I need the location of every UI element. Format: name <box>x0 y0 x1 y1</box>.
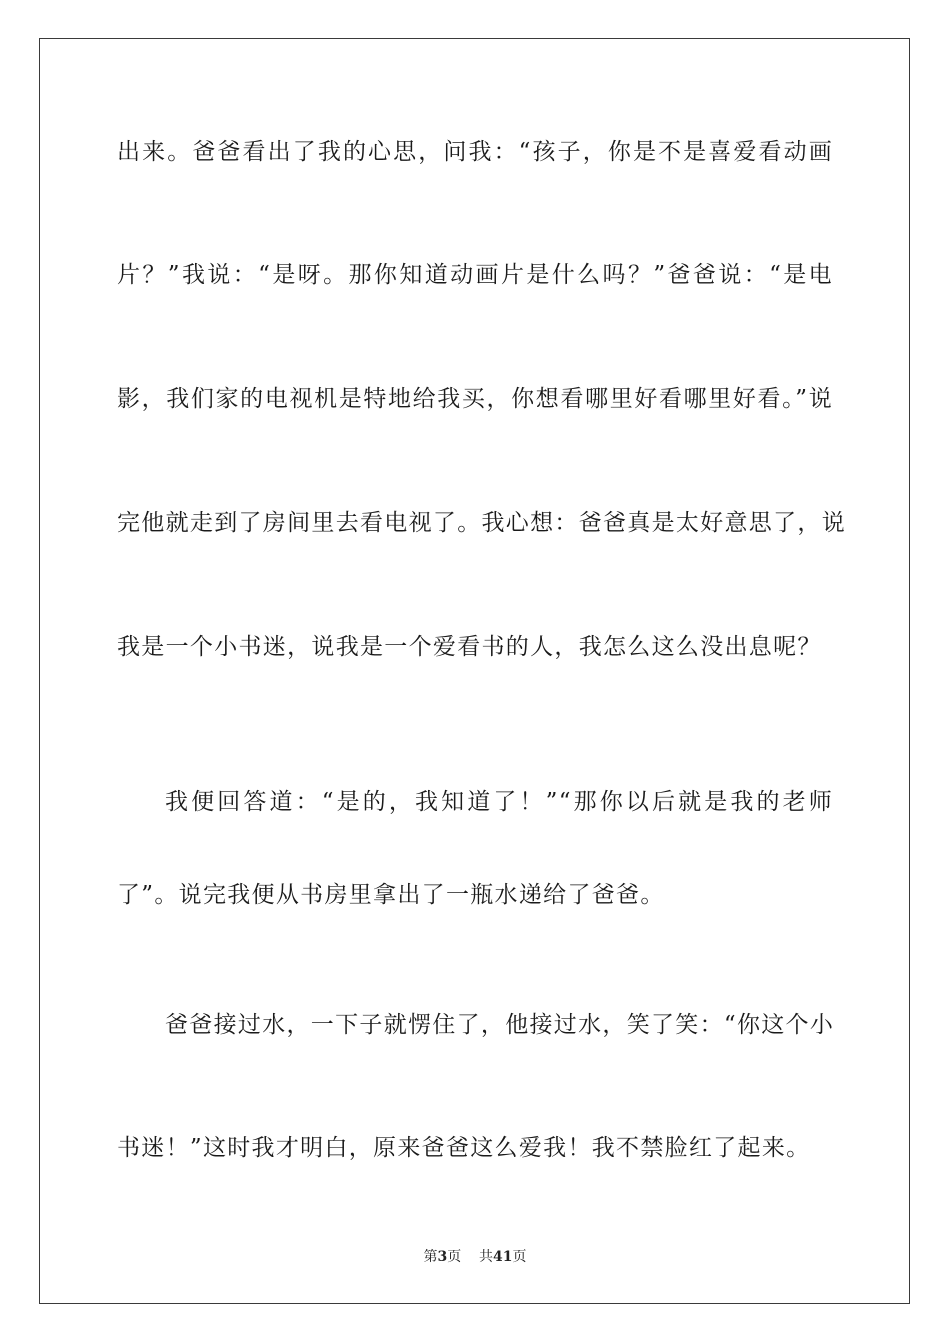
text-line-7: 了”。说完我便从书房里拿出了一瓶水递给了爸爸。 <box>117 882 665 908</box>
text-line-1: 出来。爸爸看出了我的心思，问我：“孩子，你是不是喜爱看动画 <box>117 139 833 165</box>
text-line-2: 片？”我说：“是呀。那你知道动画片是什么吗？”爸爸说：“是电 <box>117 262 833 288</box>
text-line-8: 爸爸接过水，一下子就愣住了，他接过水，笑了笑：“你这个小 <box>165 1012 835 1038</box>
footer-total-prefix: 共 <box>479 1249 494 1265</box>
footer-total-suffix: 页 <box>512 1249 527 1265</box>
footer-page-prefix: 第 <box>423 1249 438 1265</box>
text-line-3: 影，我们家的电视机是特地给我买，你想看哪里好看哪里好看。”说 <box>117 386 833 412</box>
footer-total-number: 41 <box>493 1249 513 1265</box>
page-footer <box>0 1246 950 1266</box>
text-line-5: 我是一个小书迷，说我是一个爱看书的人，我怎么这么没出息呢？ <box>117 634 822 660</box>
text-line-9: 书迷！”这时我才明白，原来爸爸这么爱我！我不禁脸红了起来。 <box>117 1135 811 1161</box>
page-border <box>39 38 910 1304</box>
text-line-4: 完他就走到了房间里去看电视了。我心想：爸爸真是太好意思了，说 <box>117 510 846 536</box>
text-line-6: 我便回答道：“是的，我知道了！”“那你以后就是我的老师 <box>165 789 833 815</box>
footer-page-suffix: 页 <box>447 1249 462 1265</box>
footer-page-number: 3 <box>437 1249 448 1265</box>
